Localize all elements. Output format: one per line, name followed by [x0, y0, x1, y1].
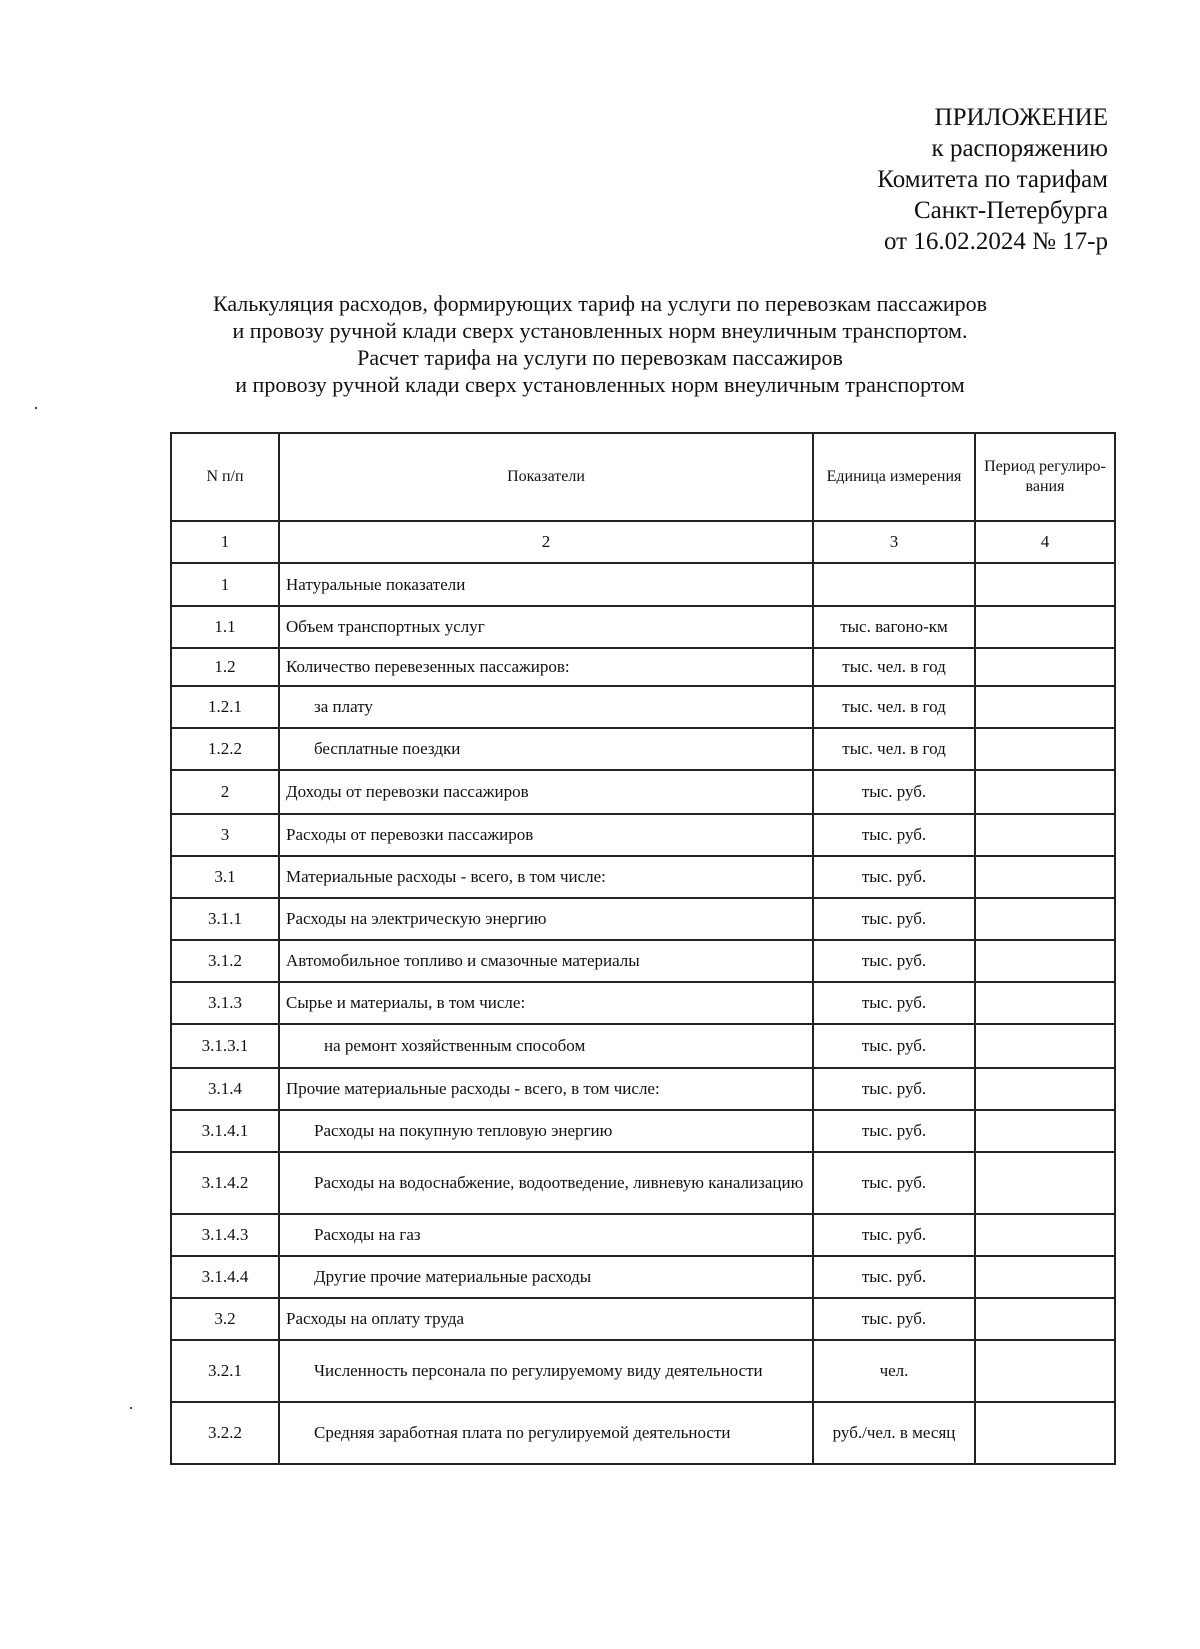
row-unit: тыс. руб. [813, 898, 975, 940]
header-period: Период регулиро- вания [975, 433, 1115, 521]
table-row [171, 898, 1115, 940]
row-number: 1.2.2 [171, 728, 279, 770]
table-row [171, 1024, 1115, 1068]
table-row [171, 1214, 1115, 1256]
row-indicator: бесплатные поездки [279, 728, 813, 770]
row-unit: тыс. руб. [813, 856, 975, 898]
row-unit: тыс. руб. [813, 1256, 975, 1298]
row-number: 1.1 [171, 606, 279, 648]
row-indicator: Расходы на электрическую энергию [279, 898, 813, 940]
table-row [171, 606, 1115, 648]
row-unit: тыс. руб. [813, 1024, 975, 1068]
row-number: 3.1.1 [171, 898, 279, 940]
appendix-line: к распоряжению [931, 135, 1108, 162]
scan-speck [130, 1407, 132, 1409]
row-indicator: Объем транспортных услуг [279, 606, 813, 648]
row-unit: тыс. чел. в год [813, 686, 975, 728]
header-num: N п/п [171, 433, 279, 521]
row-period [975, 1340, 1115, 1402]
table-row [171, 1298, 1115, 1340]
appendix-line: Комитета по тарифам [877, 166, 1108, 193]
row-indicator: Расходы на водоснабжение, водоотведение, ливневую канализацию [279, 1152, 813, 1214]
table-row [171, 814, 1115, 856]
row-indicator: Натуральные показатели [279, 563, 813, 606]
title-line: и провозу ручной клади сверх установленных норм внеуличным транспортом [235, 372, 965, 397]
row-indicator: Прочие материальные расходы - всего, в том числе: [279, 1068, 813, 1110]
row-number: 1.2.1 [171, 686, 279, 728]
row-period [975, 1110, 1115, 1152]
row-period [975, 856, 1115, 898]
row-unit: тыс. руб. [813, 1214, 975, 1256]
col-number: 1 [171, 521, 279, 563]
row-unit: тыс. руб. [813, 1298, 975, 1340]
table-row [171, 1340, 1115, 1402]
row-period [975, 1402, 1115, 1464]
row-period [975, 940, 1115, 982]
header-indicators: Показатели [279, 433, 813, 521]
row-indicator: Сырье и материалы, в том числе: [279, 982, 813, 1024]
row-indicator: Расходы на покупную тепловую энергию [279, 1110, 813, 1152]
tariff-table [170, 432, 1116, 1465]
row-number: 3.1.2 [171, 940, 279, 982]
row-period [975, 606, 1115, 648]
row-period [975, 814, 1115, 856]
row-indicator: Количество перевезенных пассажиров: [279, 648, 813, 686]
row-unit: тыс. чел. в год [813, 648, 975, 686]
row-number: 3.1.3 [171, 982, 279, 1024]
row-unit: тыс. руб. [813, 770, 975, 814]
table-row [171, 1402, 1115, 1464]
table-row [171, 940, 1115, 982]
table-row [171, 1256, 1115, 1298]
row-number: 1.2 [171, 648, 279, 686]
col-number: 2 [279, 521, 813, 563]
table-row [171, 563, 1115, 606]
table-row [171, 686, 1115, 728]
row-number: 3.2 [171, 1298, 279, 1340]
row-unit: тыс. руб. [813, 940, 975, 982]
row-indicator: Материальные расходы - всего, в том числе: [279, 856, 813, 898]
table-row [171, 648, 1115, 686]
table-row [171, 982, 1115, 1024]
row-number: 3.1 [171, 856, 279, 898]
row-indicator: Расходы от перевозки пассажиров [279, 814, 813, 856]
row-indicator: Расходы на оплату труда [279, 1298, 813, 1340]
row-unit: тыс. руб. [813, 1068, 975, 1110]
row-unit: чел. [813, 1340, 975, 1402]
row-unit: руб./чел. в месяц [813, 1402, 975, 1464]
table-row [171, 728, 1115, 770]
row-number: 3.1.4.1 [171, 1110, 279, 1152]
row-number: 3.1.4.4 [171, 1256, 279, 1298]
row-number: 3.2.1 [171, 1340, 279, 1402]
row-period [975, 770, 1115, 814]
row-period [975, 1214, 1115, 1256]
row-unit: тыс. руб. [813, 1152, 975, 1214]
col-number: 3 [813, 521, 975, 563]
document-title [120, 290, 1080, 398]
row-unit: тыс. вагоно-км [813, 606, 975, 648]
row-number: 3.1.4.3 [171, 1214, 279, 1256]
row-period [975, 982, 1115, 1024]
row-unit [813, 563, 975, 606]
table-row [171, 1152, 1115, 1214]
table-header-row [171, 433, 1115, 521]
row-indicator: Расходы на газ [279, 1214, 813, 1256]
row-number: 3 [171, 814, 279, 856]
row-period [975, 686, 1115, 728]
title-line: и провозу ручной клади сверх установленных норм внеуличным транспортом. [232, 318, 968, 343]
row-unit: тыс. руб. [813, 814, 975, 856]
row-number: 2 [171, 770, 279, 814]
row-period [975, 1152, 1115, 1214]
table-row [171, 856, 1115, 898]
row-period [975, 1298, 1115, 1340]
appendix-line: ПРИЛОЖЕНИЕ [934, 104, 1108, 131]
row-indicator: Автомобильное топливо и смазочные материалы [279, 940, 813, 982]
row-indicator: Другие прочие материальные расходы [279, 1256, 813, 1298]
row-unit: тыс. руб. [813, 982, 975, 1024]
row-indicator: за плату [279, 686, 813, 728]
row-period [975, 898, 1115, 940]
row-indicator: Средняя заработная плата по регулируемой деятельности [279, 1402, 813, 1464]
table-row [171, 1068, 1115, 1110]
row-number: 1 [171, 563, 279, 606]
table-row [171, 770, 1115, 814]
table-row [171, 1110, 1115, 1152]
scan-speck [35, 407, 37, 409]
row-period [975, 728, 1115, 770]
row-number: 3.1.3.1 [171, 1024, 279, 1068]
row-number: 3.1.4.2 [171, 1152, 279, 1214]
row-indicator: Численность персонала по регулируемому виду деятельности [279, 1340, 813, 1402]
row-unit: тыс. чел. в год [813, 728, 975, 770]
row-number: 3.1.4 [171, 1068, 279, 1110]
appendix-line: от 16.02.2024 № 17-р [883, 228, 1108, 255]
row-period [975, 563, 1115, 606]
row-period [975, 648, 1115, 686]
row-period [975, 1068, 1115, 1110]
col-number: 4 [975, 521, 1115, 563]
row-unit: тыс. руб. [813, 1110, 975, 1152]
title-line: Калькуляция расходов, формирующих тариф на услуги по перевозкам пассажиров [212, 291, 988, 316]
row-indicator: на ремонт хозяйственным способом [279, 1024, 813, 1068]
column-number-row [171, 521, 1115, 563]
appendix-header [877, 102, 1108, 257]
title-line: Расчет тарифа на услуги по перевозкам пассажиров [357, 345, 843, 370]
row-indicator: Доходы от перевозки пассажиров [279, 770, 813, 814]
appendix-line: Санкт-Петербурга [913, 197, 1108, 224]
row-period [975, 1256, 1115, 1298]
row-period [975, 1024, 1115, 1068]
table-body [171, 563, 1115, 1464]
header-unit: Единица измерения [813, 433, 975, 521]
row-number: 3.2.2 [171, 1402, 279, 1464]
